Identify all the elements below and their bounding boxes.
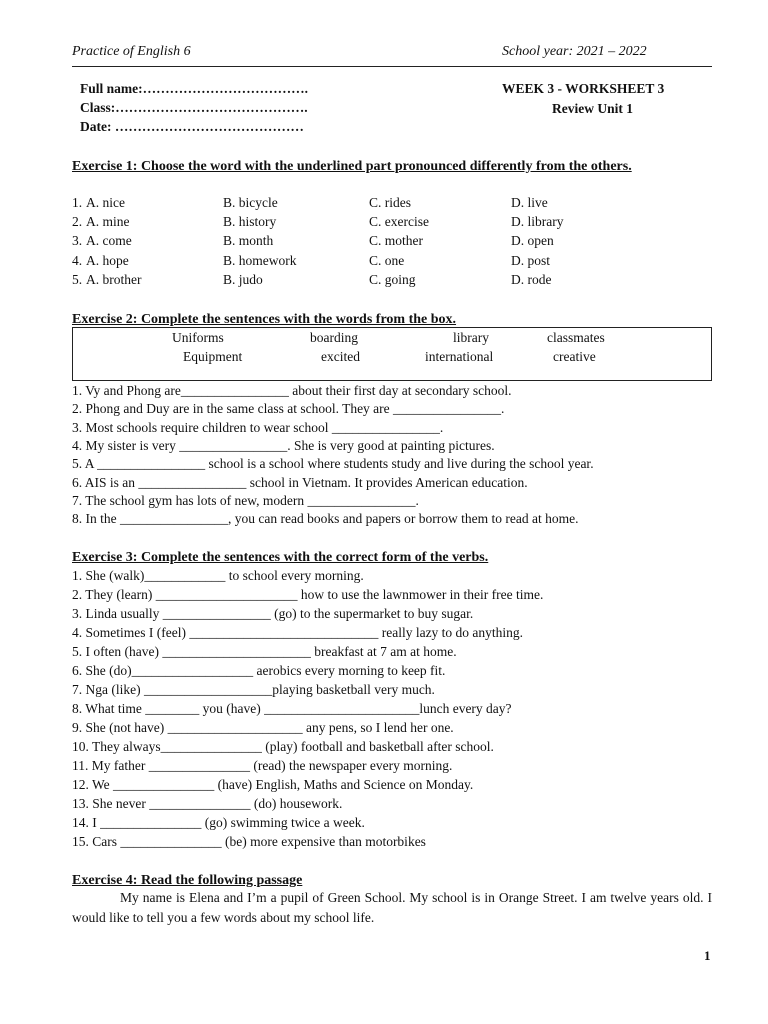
answer-option: D. library	[511, 214, 564, 230]
answer-option: B. month	[223, 233, 274, 249]
answer-option: A. hope	[86, 252, 129, 268]
page-number: 1	[704, 948, 711, 963]
exercise-2-sentence: 7. The school gym has lots of new, modern ________________.	[72, 492, 419, 508]
answer-option: D. post	[511, 252, 551, 268]
exercise-2-sentence: 6. AIS is an ________________ school in Vietnam. It provides American education.	[72, 474, 528, 490]
exercise-3-sentence: 8. What time ________ you (have) _______________________lunch every day?	[72, 701, 512, 716]
answer-option: B. history	[223, 214, 277, 230]
answer-option: C. going	[369, 271, 416, 287]
exercise-3-sentence: 10. They always_______________ (play) football and basketball after school.	[72, 739, 494, 754]
question-number: 5.	[72, 271, 83, 287]
exercise-2-sentence: 2. Phong and Duy are in the same class at school. They are ________________.	[72, 401, 505, 417]
exercise-2-sentence: 4. My sister is very ________________. She is very good at painting pictures.	[72, 437, 495, 453]
exercise-3-sentence: 15. Cars _______________ (be) more expensive than motorbikes	[72, 834, 426, 849]
question-number: 2.	[72, 214, 83, 230]
box-word: library	[453, 330, 489, 345]
exercise-2-sentence: 3. Most schools require children to wear school ________________.	[72, 419, 444, 435]
answer-option: A. come	[86, 233, 132, 249]
box-word: classmates	[547, 330, 605, 345]
answer-option: D. live	[511, 195, 548, 210]
box-word: Equipment	[183, 349, 243, 364]
question-number: 4.	[72, 252, 83, 268]
date-field: Date: ……………………………………	[80, 119, 304, 134]
exercise-3-sentence: 12. We _______________ (have) English, Maths and Science on Monday.	[72, 777, 474, 792]
answer-option: C. rides	[369, 195, 411, 210]
question-number: 1.	[72, 195, 83, 210]
exercise-3-sentence: 2. They (learn) _____________________ how to use the lawnmower in their free time.	[72, 587, 544, 602]
answer-option: B. judo	[223, 271, 263, 287]
worksheet-title: WEEK 3 - WORKSHEET 3	[502, 81, 665, 96]
answer-option: C. one	[369, 252, 405, 268]
word-box	[72, 327, 712, 381]
exercise-3-sentence: 5. I often (have) ______________________ breakfast at 7 am at home.	[72, 644, 457, 659]
answer-option: A. brother	[86, 271, 142, 287]
exercise-3-sentence: 6. She (do)__________________ aerobics every morning to keep fit.	[72, 663, 446, 678]
box-word: excited	[321, 349, 360, 364]
worksheet-subtitle: Review Unit 1	[552, 101, 633, 116]
exercise-3-sentence: 4. Sometimes I (feel) ____________________________ really lazy to do anything.	[72, 625, 524, 640]
exercise-2-sentence: 1. Vy and Phong are________________ about their first day at secondary school.	[72, 383, 512, 398]
exercise-4-title: Exercise 4: Read the following passage	[72, 873, 303, 888]
box-word: boarding	[310, 330, 358, 345]
class-field: Class:…………………………………….	[80, 100, 308, 115]
exercise-2-sentence: 8. In the ________________, you can read books and papers or borrow them to read at home.	[72, 511, 579, 527]
full-name-field: Full name:……………………………….	[80, 81, 308, 96]
answer-option: C. mother	[369, 233, 423, 249]
exercise-2-sentence: 5. A ________________ school is a school where students study and live during the school year.	[72, 456, 594, 472]
header-school-year: School year: 2021 – 2022	[502, 44, 647, 59]
question-number: 3.	[72, 233, 83, 249]
answer-option: C. exercise	[369, 214, 429, 230]
exercise-2-title: Exercise 2: Complete the sentences with the words from the box.	[72, 312, 457, 327]
answer-option: A. nice	[86, 195, 125, 210]
exercise-1-title: Exercise 1: Choose the word with the underlined part pronounced differently from the others.	[72, 159, 632, 174]
exercise-3-sentence: 9. She (not have) ____________________ any pens, so I lend her one.	[72, 720, 454, 735]
answer-option: D. rode	[511, 271, 552, 287]
answer-option: A. mine	[86, 214, 130, 230]
answer-option: D. open	[511, 233, 554, 249]
exercise-3-sentence: 11. My father _______________ (read) the newspaper every morning.	[72, 758, 453, 773]
exercise-3-sentence: 1. She (walk)____________ to school every morning.	[72, 568, 364, 583]
box-word: creative	[553, 349, 596, 364]
box-word: international	[425, 349, 494, 364]
answer-option: B. bicycle	[223, 195, 278, 210]
header-subject: Practice of English 6	[72, 44, 191, 59]
answer-option: B. homework	[223, 252, 297, 268]
exercise-3-title: Exercise 3: Complete the sentences with the correct form of the verbs.	[72, 550, 489, 565]
exercise-3-sentence: 13. She never _______________ (do) housework.	[72, 796, 343, 811]
exercise-3-sentence: 14. I _______________ (go) swimming twice a week.	[72, 815, 365, 830]
exercise-3-sentence: 7. Nga (like) ___________________playing basketball very much.	[72, 682, 435, 697]
box-word: Uniforms	[172, 330, 224, 345]
exercise-3-sentence: 3. Linda usually ________________ (go) to the supermarket to buy sugar.	[72, 606, 474, 621]
reading-passage: My name is Elena and I’m a pupil of Green School. My school is in Orange Street. I am twelve years old. I would like to tell you a few words about my school life.	[72, 890, 712, 925]
header-divider	[72, 66, 712, 67]
